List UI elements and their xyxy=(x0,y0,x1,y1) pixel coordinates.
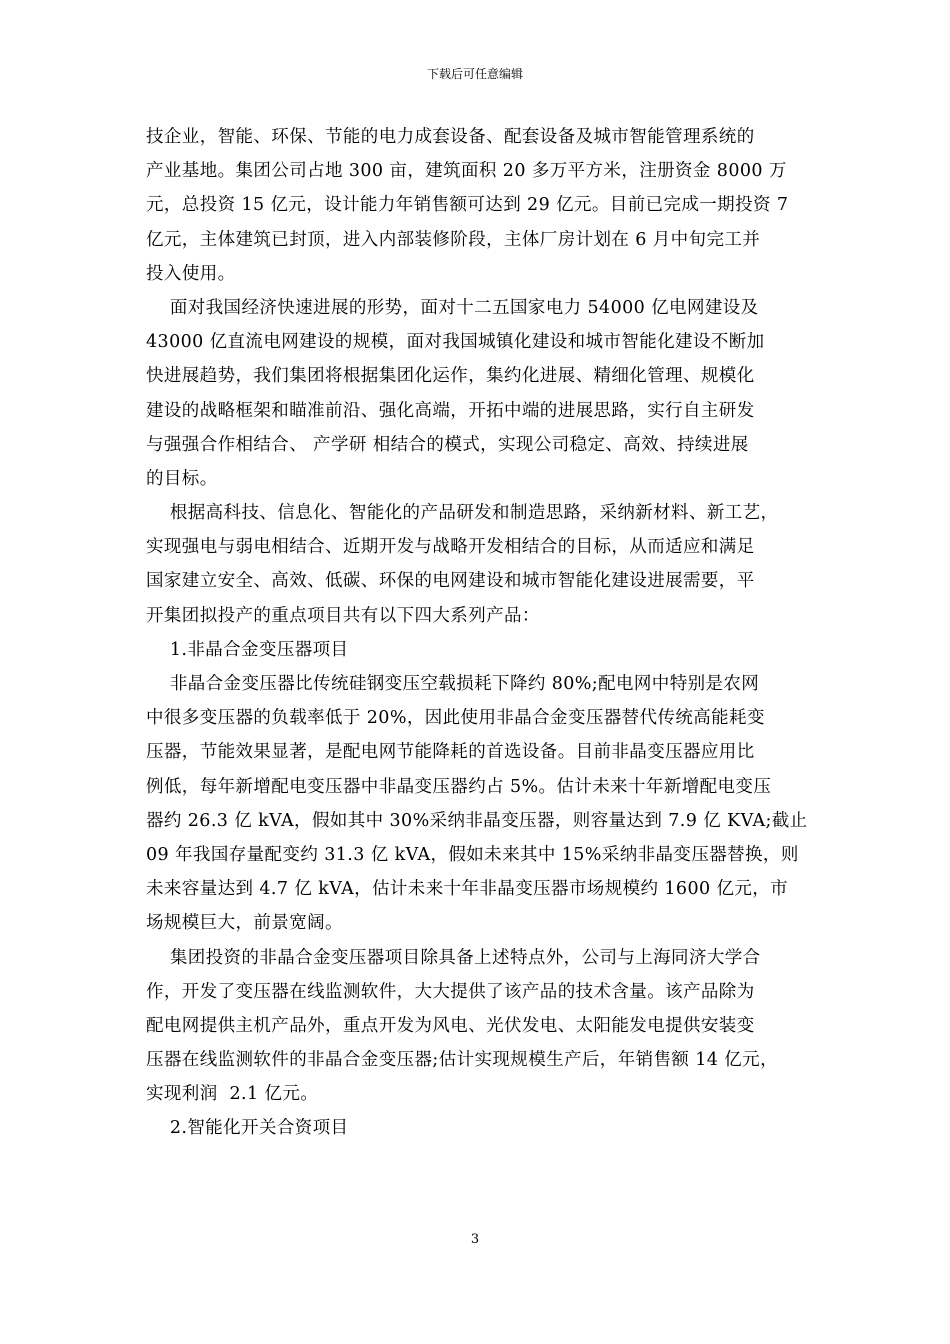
text-line: 例低，每年新增配电变压器中非晶变压器约占 5%。估计未来十年新增配电变压 xyxy=(146,776,772,797)
text-line: 器约 26.3 亿 kVA，假如其中 30%采纳非晶变压器，则容量达到 7.9 亿 KVA;截止 xyxy=(146,810,808,831)
text-line: 压器，节能效果显著，是配电网节能降耗的首选设备。目前非晶变压器应用比 xyxy=(146,742,755,763)
text-line: 的目标。 xyxy=(146,468,218,489)
text-line: 配电网提供主机产品外，重点开发为风电、光伏发电、太阳能发电提供安装变 xyxy=(146,1015,755,1036)
text-line: 1.非晶合金变压器项目 xyxy=(146,639,349,660)
text-line: 投入使用。 xyxy=(146,263,236,284)
text-line: 未来容量达到 4.7 亿 kVA，估计未来十年非晶变压器市场规模约 1600 亿元，市 xyxy=(146,879,789,900)
text-line: 技企业，智能、环保、节能的电力成套设备、配套设备及城市智能管理系统的 xyxy=(146,127,755,147)
text-line: 面对我国经济快速进展的形势，面对十二五国家电力 54000 亿电网建设及 xyxy=(146,297,759,318)
text-line: 元，总投资 15 亿元，设计能力年销售额可达到 29 亿元。目前已完成一期投资 7 xyxy=(146,195,789,216)
page-number: 3 xyxy=(470,1232,480,1247)
text-line: 国家建立安全、高效、低碳、环保的电网建设和城市智能化建设进展需要，平 xyxy=(146,571,755,592)
text-line: 快进展趋势，我们集团将根据集团化运作，集约化进展、精细化管理、规模化 xyxy=(146,366,755,387)
text-line: 与强强合作相结合、 产学研 相结合的模式，实现公司稳定、高效、持续进展 xyxy=(146,434,749,455)
text-line: 43000 亿直流电网建设的规模，面对我国城镇化建设和城市智能化建设不断加 xyxy=(146,332,765,353)
text-line: 实现强电与弱电相结合、近期开发与战略开发相结合的目标，从而适应和满足 xyxy=(146,537,755,558)
text-line: 2.智能化开关合资项目 xyxy=(146,1118,349,1139)
text-line: 根据高科技、信息化、智能化的产品研发和制造思路，采纳新材料、新工艺， xyxy=(146,503,779,524)
text-line: 场规模巨大，前景宽阔。 xyxy=(146,913,343,934)
text-line: 产业基地。集团公司占地 300 亩，建筑面积 20 多万平方米，注册资金 8000 万 xyxy=(146,161,787,182)
page-header-note: 下载后可任意编辑 xyxy=(426,67,523,81)
text-line: 实现利润 2.1 亿元。 xyxy=(146,1084,319,1105)
text-line: 压器在线监测软件的非晶合金变压器;估计实现规模生产后，年销售额 14 亿元， xyxy=(146,1050,778,1071)
text-line: 09 年我国存量配变约 31.3 亿 kVA，假如未来其中 15%采纳非晶变压器替换，则 xyxy=(146,844,799,865)
document-body xyxy=(146,120,806,1146)
text-line: 集团投资的非晶合金变压器项目除具备上述特点外，公司与上海同济大学合 xyxy=(146,947,761,968)
text-line: 开集团拟投产的重点项目共有以下四大系列产品： xyxy=(146,605,540,626)
text-line: 非晶合金变压器比传统硅钢变压空载损耗下降约 80%;配电网中特别是农网 xyxy=(146,674,760,694)
text-line: 建设的战略框架和瞄准前沿、强化高端，开拓中端的进展思路，实行自主研发 xyxy=(146,400,755,421)
text-line: 中很多变压器的负载率低于 20%，因此使用非晶合金变压器替代传统高能耗变 xyxy=(146,708,765,729)
text-line: 亿元，主体建筑已封顶，进入内部装修阶段，主体厂房计划在 6 月中旬完工并 xyxy=(146,229,761,250)
text-line: 作，开发了变压器在线监测软件，大大提供了该产品的技术含量。该产品除为 xyxy=(146,981,755,1002)
